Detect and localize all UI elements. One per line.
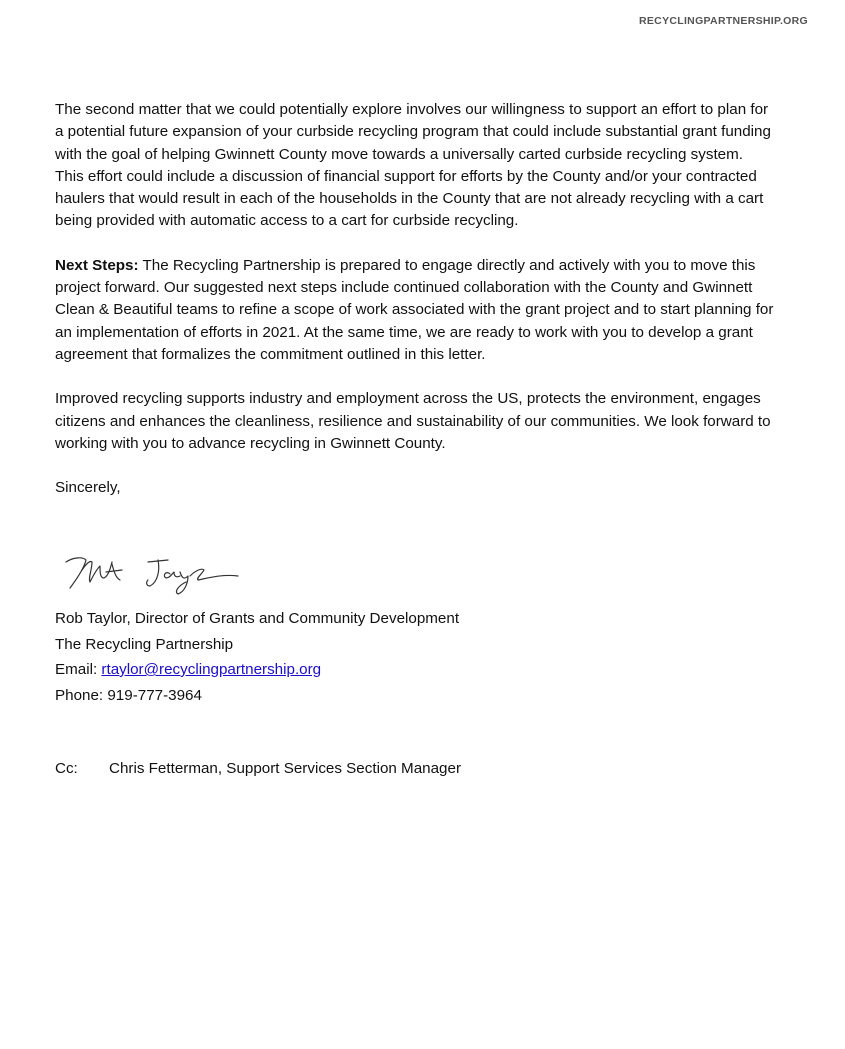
signer-name-title: Rob Taylor, Director of Grants and Community Development (55, 610, 460, 627)
cc-label: Cc: (55, 760, 78, 777)
paragraph-grant-expansion: The second matter that we could potentially explore involves our willingness to support an effort to plan for a potential future expansion of your curbside recycling program that could include substantial grant funding with the goal of helping Gwinnett County move towards a universally carted curbside recycling system. This effort could include a discussion of financial support for efforts by the County and/or your contracted haulers that would result in each of the households in the County that are not already recycling with a cart being provided with automatic access to a cart for curbside recycling. (55, 101, 771, 230)
closing: Sincerely, (55, 479, 121, 497)
next-steps-label: Next Steps: (55, 256, 139, 274)
signer-email-line (55, 657, 459, 683)
email-label: Email: (55, 661, 102, 678)
cc-line (55, 760, 461, 777)
signer-block (55, 606, 459, 708)
paragraph-improved-recycling: Improved recycling supports industry and employment across the US, protects the environment, engages citizens and enhances the cleanliness, resilience and sustainability of our communities. We look forward to working with you to advance recycling in Gwinnett County. (55, 390, 771, 452)
handwritten-signature (62, 548, 252, 598)
cc-recipient: Chris Fetterman, Support Services Section Manager (109, 760, 461, 777)
next-steps-text: The Recycling Partnership is prepared to engage directly and actively with you to move this project forward. Our suggested next steps include continued collaboration with the County and Gwinnett Clean & Beautiful teams to refine a scope of work associated with the grant project and to start planning for an implementation of efforts in 2021. At the same time, we are ready to work with you to develop a grant agreement that formalizes the commitment outlined in this letter. (55, 256, 774, 363)
email-link[interactable]: rtaylor@recyclingpartnership.org (101, 661, 322, 678)
header-website-url: RECYCLINGPARTNERSHIP.ORG (639, 15, 808, 27)
paragraph-next-steps (55, 255, 775, 366)
signer-phone: Phone: 919-777-3964 (55, 686, 202, 704)
signer-organization: The Recycling Partnership (55, 635, 234, 653)
letter-body (55, 99, 775, 521)
